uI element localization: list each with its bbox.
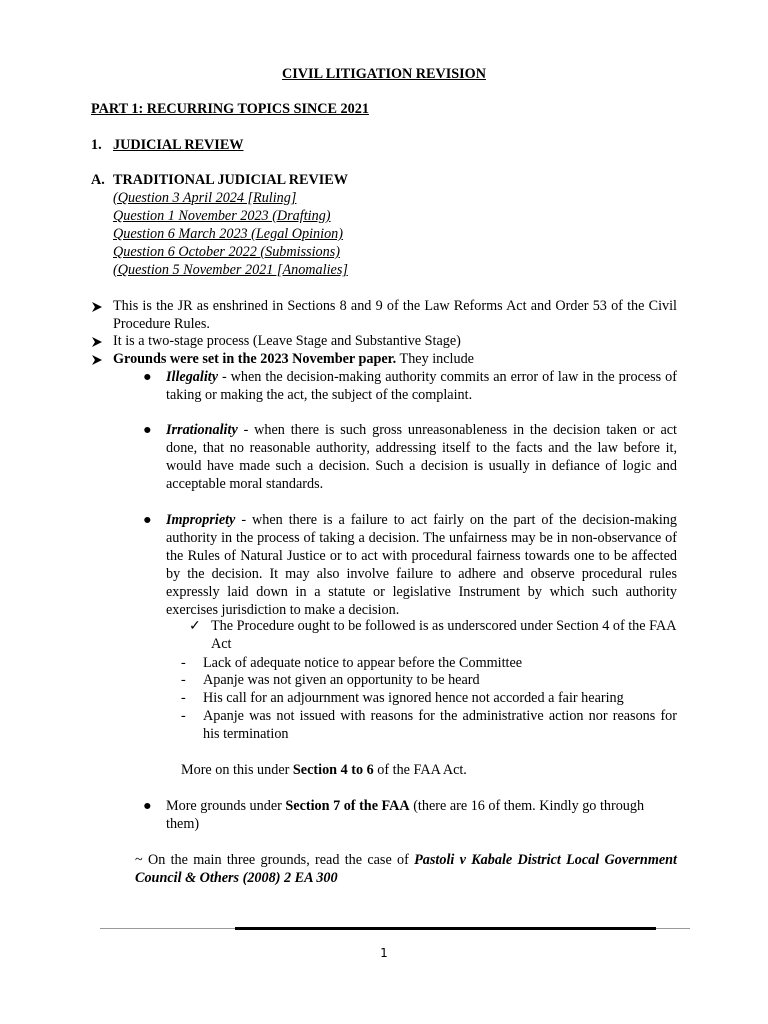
more-grounds-bold: Section 7 of the FAA (285, 798, 410, 814)
ground-text: - when there is such gross unreasonableness in the decision taken or act done, that no reasonable authority, addressing itself to the facts and the law before it, would have made such a decision. Such a decision is usually in defiance of logic and acceptable moral standards. (166, 422, 677, 492)
case-note-pre: ~ On the main three grounds, read the case of (135, 852, 415, 868)
arrow-item-2: It is a two-stage process (Leave Stage and Substantive Stage) (113, 333, 461, 349)
case-note (135, 851, 677, 887)
arrow-item-1: This is the JR as enshrined in Sections 8 and 9 of the Law Reforms Act and Order 53 of the Civil Procedure Rules. (113, 298, 677, 332)
document-title: CIVIL LITIGATION REVISION (282, 66, 486, 82)
question-ref: Question 6 October 2022 (Submissions) (113, 244, 340, 260)
bullet-dot-icon: ● (143, 369, 152, 385)
page-number: 1 (380, 946, 388, 960)
case-citation: Pastoli v Kabale District Local Government Council & Others (2008) 2 EA 300 (135, 852, 677, 886)
more-grounds-pre: More grounds under (166, 798, 286, 814)
part-heading: PART 1: RECURRING TOPICS SINCE 2021 (91, 101, 369, 117)
arrow-item-3-bold: Grounds were set in the 2023 November paper. (113, 351, 397, 367)
question-ref: Question 6 March 2023 (Legal Opinion) (113, 226, 343, 242)
question-ref: (Question 3 April 2024 [Ruling] (113, 190, 297, 206)
bullet-dot-icon: ● (143, 798, 152, 814)
dash-item: Apanje was not given an opportunity to be heard (203, 672, 480, 688)
more-note-bold: Section 4 to 6 (292, 762, 374, 778)
section-title: JUDICIAL REVIEW (113, 137, 244, 153)
arrow-bullet-icon (91, 336, 103, 348)
bullet-dot-icon: ● (143, 422, 152, 438)
subsection-title: TRADITIONAL JUDICIAL REVIEW (113, 172, 348, 188)
arrow-item-3 (113, 350, 474, 368)
check-mark-icon: ✓ (189, 618, 201, 634)
arrow-bullet-icon (91, 301, 103, 313)
question-ref: Question 1 November 2023 (Drafting) (113, 208, 331, 224)
dash-item: Lack of adequate notice to appear before the Committee (203, 655, 523, 671)
ground-term: Irrationality (166, 422, 238, 438)
more-grounds (166, 797, 677, 833)
ground-text: - when the decision-making authority commits an error of law in the process of taking or making the act, the subject of the complaint. (166, 369, 677, 403)
dash-marker: - (181, 690, 186, 706)
arrow-bullet-icon (91, 354, 103, 366)
more-note-pre: More on this under (181, 762, 293, 778)
arrow-item-3-rest: They include (396, 351, 474, 367)
section-number: 1. (91, 137, 102, 153)
more-note-post: of the FAA Act. (373, 762, 467, 778)
bullet-dot-icon: ● (143, 512, 152, 528)
footer-divider (100, 927, 690, 930)
ground-term: Impropriety (166, 512, 236, 528)
ground-irrationality (166, 421, 677, 493)
question-ref: (Question 5 November 2021 [Anomalies] (113, 262, 348, 278)
dash-marker: - (181, 708, 186, 724)
subsection-letter: A. (91, 172, 105, 188)
more-note (181, 761, 467, 779)
more-grounds-post: (there are 16 of them. Kindly go through them) (166, 798, 645, 832)
dash-marker: - (181, 655, 186, 671)
ground-text: - when there is a failure to act fairly on the part of the decision-making authority in the process of taking a decision. The unfairness may be in non-observance of the Rules of Natural Justice or to act with procedural fairness towards one to be affected by the decision. It may also involve failure to adhere and observe procedural rules expressly laid down in a statute or legislative Instrument by which such authority exercises jurisdiction to make a decision. (166, 512, 677, 618)
ground-term: Illegality (166, 369, 219, 385)
ground-illegality (166, 368, 677, 404)
ground-impropriety (166, 511, 677, 619)
check-item: The Procedure ought to be followed is as underscored under Section 4 of the FAA Act (211, 618, 676, 652)
dash-marker: - (181, 672, 186, 688)
dash-item: Apanje was not issued with reasons for the administrative action nor reasons for his termination (203, 708, 677, 742)
dash-item: His call for an adjournment was ignored hence not accorded a fair hearing (203, 690, 624, 706)
